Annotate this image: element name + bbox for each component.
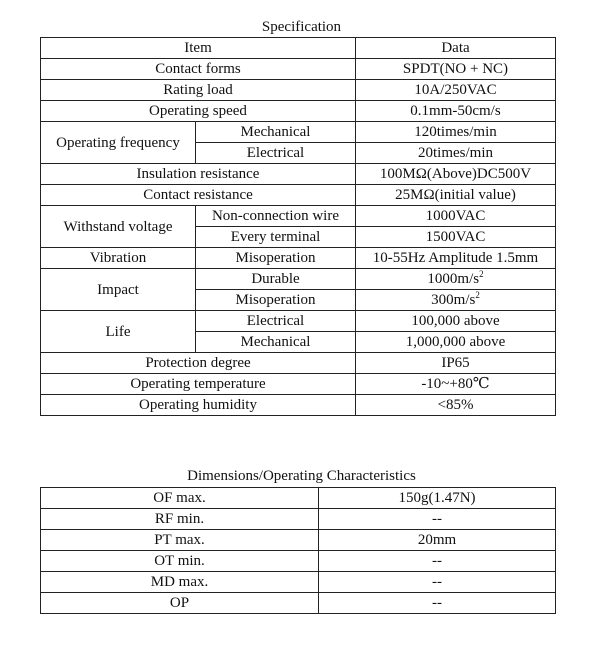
insulation-resistance-value: 100MΩ(Above)DC500V (356, 164, 556, 185)
operating-temperature-value: -10~+80℃ (356, 374, 556, 395)
table-header-row (41, 38, 556, 59)
vibration-misoperation-label: Misoperation (196, 248, 356, 269)
table-row (41, 269, 556, 290)
table-row (41, 395, 556, 416)
impact-durable-value (356, 269, 556, 290)
operating-frequency-mechanical-label: Mechanical (196, 122, 356, 143)
table-row (41, 80, 556, 101)
table-row (41, 59, 556, 80)
life-electrical-value: 100,000 above (356, 311, 556, 332)
impact-durable-number: 1000m/s (427, 271, 480, 287)
md-max-value: -- (319, 572, 556, 593)
operating-humidity-label: Operating humidity (41, 395, 356, 416)
table-row (41, 185, 556, 206)
impact-misoperation-label: Misoperation (196, 290, 356, 311)
life-label: Life (41, 311, 196, 353)
table-row (41, 311, 556, 332)
contact-resistance-value: 25MΩ(initial value) (356, 185, 556, 206)
item-header: Item (41, 38, 356, 59)
impact-misoperation-exponent: 2 (475, 290, 480, 300)
operating-frequency-electrical-label: Electrical (196, 143, 356, 164)
rating-load-value: 10A/250VAC (356, 80, 556, 101)
operating-speed-label: Operating speed (41, 101, 356, 122)
withstand-voltage-every-terminal-value: 1500VAC (356, 227, 556, 248)
withstand-voltage-every-terminal-label: Every terminal (196, 227, 356, 248)
contact-forms-label: Contact forms (41, 59, 356, 80)
specification-table (40, 37, 556, 416)
table-row (41, 206, 556, 227)
vibration-label: Vibration (41, 248, 196, 269)
table-row (41, 551, 556, 572)
life-mechanical-value: 1,000,000 above (356, 332, 556, 353)
pt-max-value: 20mm (319, 530, 556, 551)
op-label: OP (41, 593, 319, 614)
table-row (41, 101, 556, 122)
operating-frequency-label: Operating frequency (41, 122, 196, 164)
operating-speed-value: 0.1mm-50cm/s (356, 101, 556, 122)
rating-load-label: Rating load (41, 80, 356, 101)
table-row (41, 509, 556, 530)
insulation-resistance-label: Insulation resistance (41, 164, 356, 185)
contact-forms-value: SPDT(NO + NC) (356, 59, 556, 80)
vibration-value: 10-55Hz Amplitude 1.5mm (356, 248, 556, 269)
table-row (41, 572, 556, 593)
life-electrical-label: Electrical (196, 311, 356, 332)
op-value: -- (319, 593, 556, 614)
dimensions-title: Dimensions/Operating Characteristics (187, 468, 416, 484)
of-max-value: 150g(1.47N) (319, 488, 556, 509)
table-row (41, 593, 556, 614)
table-row (41, 488, 556, 509)
operating-frequency-mechanical-value: 120times/min (356, 122, 556, 143)
operating-frequency-electrical-value: 20times/min (356, 143, 556, 164)
rf-min-value: -- (319, 509, 556, 530)
pt-max-label: PT max. (41, 530, 319, 551)
table-row (41, 248, 556, 269)
of-max-label: OF max. (41, 488, 319, 509)
protection-degree-label: Protection degree (41, 353, 356, 374)
impact-durable-label: Durable (196, 269, 356, 290)
protection-degree-value: IP65 (356, 353, 556, 374)
table-row (41, 374, 556, 395)
ot-min-value: -- (319, 551, 556, 572)
data-header: Data (356, 38, 556, 59)
impact-label: Impact (41, 269, 196, 311)
withstand-voltage-non-connection-value: 1000VAC (356, 206, 556, 227)
md-max-label: MD max. (41, 572, 319, 593)
withstand-voltage-label: Withstand voltage (41, 206, 196, 248)
ot-min-label: OT min. (41, 551, 319, 572)
impact-durable-exponent: 2 (479, 269, 484, 279)
dimensions-table (40, 487, 556, 614)
table-row (41, 530, 556, 551)
withstand-voltage-non-connection-label: Non-connection wire (196, 206, 356, 227)
operating-temperature-label: Operating temperature (41, 374, 356, 395)
rf-min-label: RF min. (41, 509, 319, 530)
table-row (41, 122, 556, 143)
table-row (41, 353, 556, 374)
impact-misoperation-value (356, 290, 556, 311)
operating-humidity-value: <85% (356, 395, 556, 416)
impact-misoperation-number: 300m/s (431, 292, 476, 308)
contact-resistance-label: Contact resistance (41, 185, 356, 206)
specification-title: Specification (261, 19, 342, 35)
life-mechanical-label: Mechanical (196, 332, 356, 353)
table-row (41, 164, 556, 185)
